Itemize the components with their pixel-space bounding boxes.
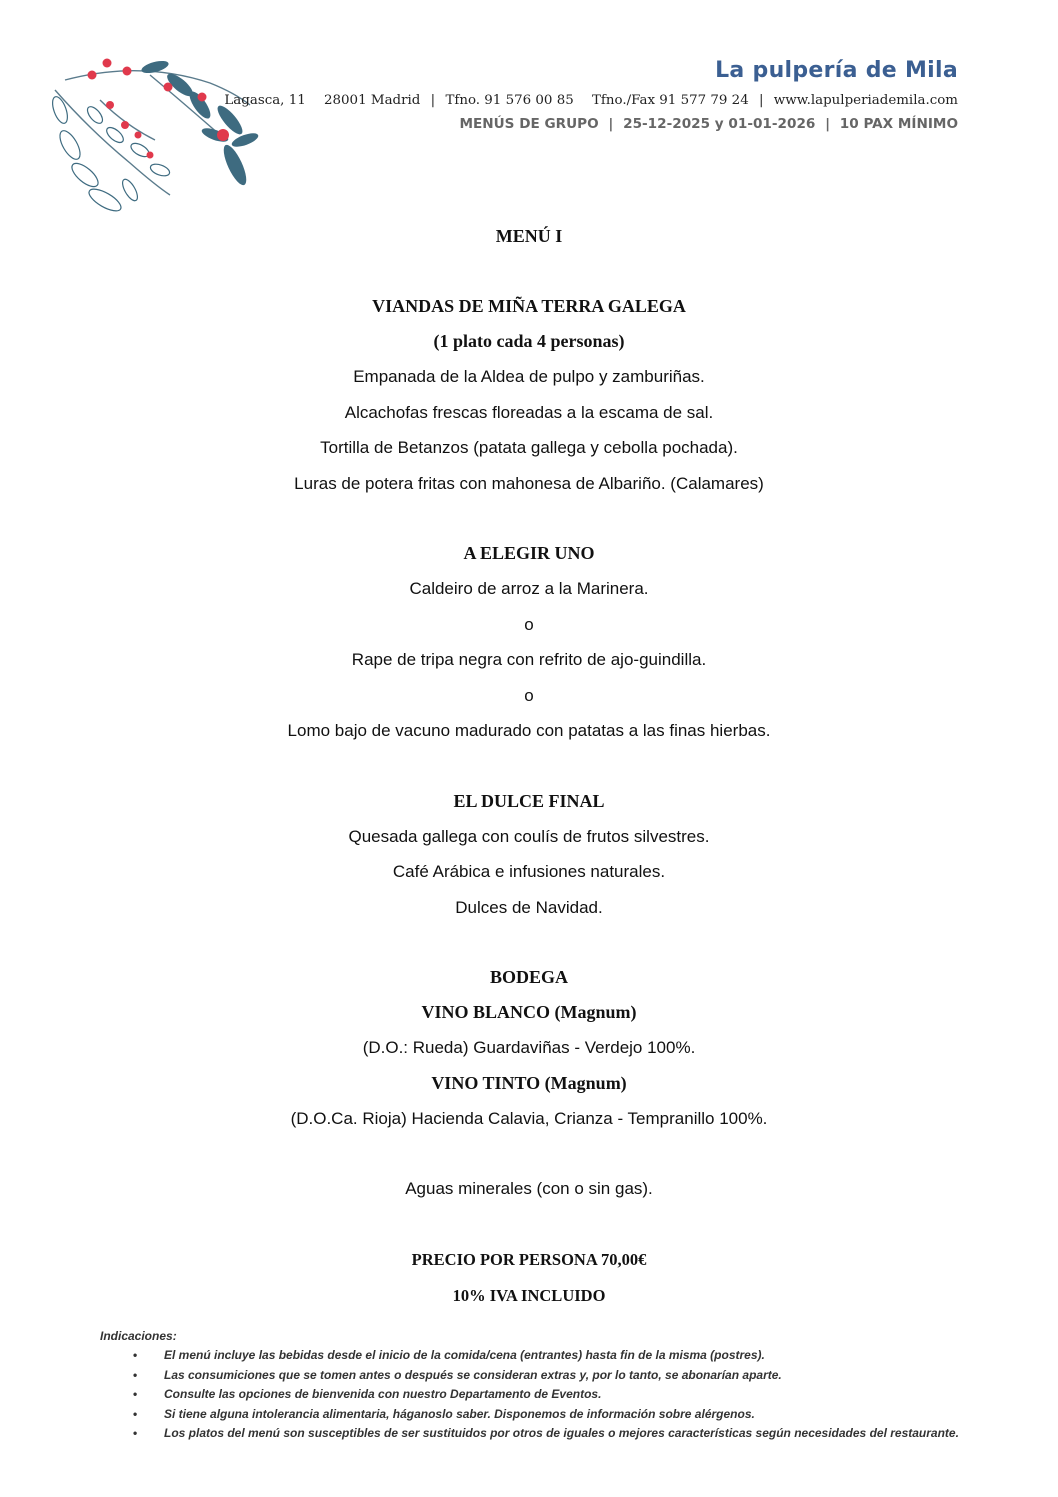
menu-item: Alcachofas frescas floreadas a la escama de sal. <box>344 402 714 422</box>
white-wine-heading: VINO BLANCO (Magnum) <box>421 1002 637 1022</box>
starters-heading: VIANDAS DE MIÑA TERRA GALEGA <box>372 296 686 316</box>
bullet-icon: • <box>133 1426 138 1440</box>
menu-item: Café Arábica e infusiones naturales. <box>392 862 666 881</box>
spacer <box>0 925 1058 960</box>
menu-item: Quesada gallega con coulís de frutos silvestres. <box>348 826 710 846</box>
restaurant-name: La pulpería de Mila <box>715 58 958 83</box>
separator: | <box>608 116 614 132</box>
spacer <box>0 1207 1058 1242</box>
list-item: • Los platos del menú son susceptibles de ser sustituidos por otros de iguales o mejores características según necesidades del restaurante. <box>100 1424 960 1444</box>
menu-item: Luras de potera fritas con mahonesa de Albariño. (Calamares) <box>294 473 764 493</box>
or-separator: o <box>524 614 534 634</box>
list-item: • El menú incluye las bebidas desde el inicio de la comida/cena (entrantes) hasta fin de la misma (postres). <box>100 1346 960 1366</box>
list-item: • Consulte las opciones de bienvenida con nuestro Departamento de Eventos. <box>100 1385 960 1405</box>
menu-body <box>0 218 1058 1314</box>
starters-note: (1 plato cada 4 personas) <box>433 331 625 351</box>
bullet-icon: • <box>133 1348 138 1362</box>
bullet-icon: • <box>133 1387 138 1401</box>
menu-item: Rape de tripa negra con refrito de ajo-guindilla. <box>351 650 707 669</box>
city: 28001 Madrid <box>324 93 421 108</box>
menu-item: Tortilla de Betanzos (patata gallega y cebolla pochada). <box>320 438 738 457</box>
fax: Tfno./Fax 91 577 79 24 <box>592 93 749 108</box>
wine-heading: BODEGA <box>489 967 568 987</box>
subtitle-dates: 25-12-2025 y 01-01-2026 <box>623 116 816 132</box>
website-link[interactable]: www.lapulperiademila.com <box>773 93 958 108</box>
spacer <box>0 501 1058 536</box>
menu-item: Dulces de Navidad. <box>455 897 603 917</box>
spacer <box>0 1136 1058 1171</box>
menu-title: MENÚ I <box>495 226 563 246</box>
notes-title: Indicaciones: <box>100 1329 177 1343</box>
menu-item: Empanada de la Aldea de pulpo y zamburiñas. <box>353 367 705 386</box>
phone: Tfno. 91 576 00 85 <box>445 93 574 108</box>
menu-item: (D.O.Ca. Rioja) Hacienda Calavia, Crianza - Tempranillo 100%. <box>290 1108 768 1128</box>
list-item: • Si tiene alguna intolerancia alimentaria, háganoslo saber. Disponemos de información sobre alérgenos. <box>100 1405 960 1425</box>
list-item: • Las consumiciones que se tomen antes o después se consideran extras y, por lo tanto, se abonarían aparte. <box>100 1366 960 1386</box>
menu-subtitle <box>224 116 958 132</box>
bullet-icon: • <box>133 1367 138 1382</box>
tax-note: 10% IVA INCLUIDO <box>452 1285 606 1305</box>
notes-list <box>100 1346 960 1444</box>
separator: | <box>430 93 436 108</box>
spacer <box>0 749 1058 784</box>
menu-item: Caldeiro de arroz a la Marinera. <box>409 579 649 598</box>
separator: | <box>825 116 831 132</box>
notes-section <box>100 1329 960 1444</box>
subtitle-group: MENÚS DE GRUPO <box>459 116 599 132</box>
bullet-icon: • <box>133 1406 138 1421</box>
or-separator: o <box>524 685 534 705</box>
contact-line <box>224 93 958 108</box>
price-per-person: PRECIO POR PERSONA 70,00€ <box>411 1249 647 1269</box>
spacer <box>0 254 1058 289</box>
mains-heading: A ELEGIR UNO <box>463 543 595 563</box>
letterhead <box>224 58 958 132</box>
dessert-heading: EL DULCE FINAL <box>453 790 605 811</box>
subtitle-min: 10 PAX MÍNIMO <box>839 116 958 132</box>
address: Lagasca, 11 <box>224 93 306 108</box>
menu-item: Aguas minerales (con o sin gas). <box>405 1179 653 1198</box>
menu-item: (D.O.: Rueda) Guardaviñas - Verdejo 100%. <box>362 1038 696 1057</box>
red-wine-heading: VINO TINTO (Magnum) <box>431 1072 627 1093</box>
menu-item: Lomo bajo de vacuno madurado con patatas a las finas hierbas. <box>287 721 771 740</box>
separator: | <box>759 93 764 108</box>
